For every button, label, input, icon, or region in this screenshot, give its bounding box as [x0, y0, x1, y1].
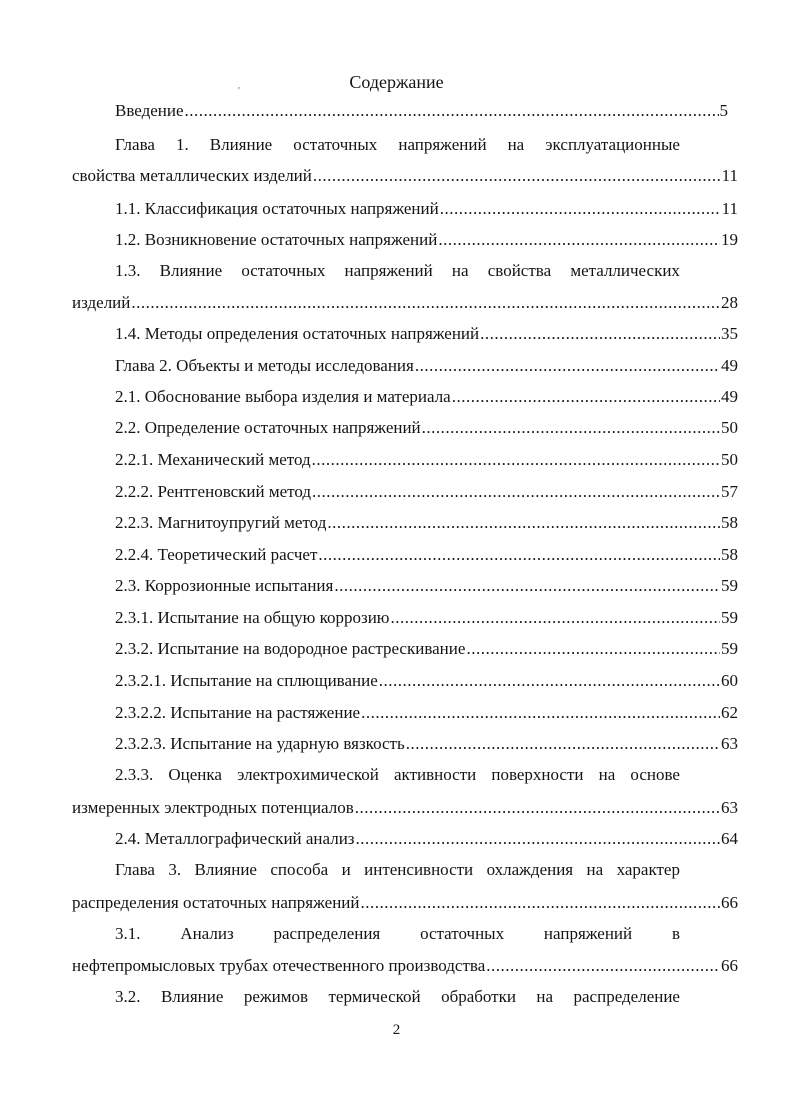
toc-word: 2.3.3. [115, 765, 154, 784]
toc-word: электрохимической [237, 765, 379, 784]
toc-entry-title: 1.1. Классификация остаточных напряжений [115, 199, 439, 218]
toc-leader-dots [379, 670, 720, 692]
toc-word: Влияние [159, 261, 223, 280]
toc-entry-title: 1.4. Методы определения остаточных напряжений [115, 324, 480, 343]
toc-word: металлических [570, 261, 680, 280]
toc-entry-title: свойства металлических изделий [72, 166, 312, 185]
toc-entry-title: 2.1. Обоснование выбора изделия и материала [115, 387, 451, 406]
toc-leader-dots [415, 355, 720, 377]
toc-word: остаточных [293, 135, 378, 154]
toc-word: способа [270, 860, 329, 879]
toc-entry-page: 50 [721, 450, 738, 469]
toc-word: на [536, 987, 554, 1006]
toc-word: термической [328, 987, 421, 1006]
toc-entry-page: 49 [721, 356, 738, 375]
toc-entry-title: 2.2.3. Магнитоупругий метод [115, 513, 327, 532]
toc-entry [72, 797, 738, 819]
toc-entry-page: 35 [721, 324, 738, 343]
toc-entry [115, 859, 680, 881]
toc-word: свойства [487, 261, 552, 280]
toc-entry [115, 323, 738, 345]
toc-word: 3.2. [115, 987, 141, 1006]
toc-word: интенсивности [364, 860, 474, 879]
toc-word: 3.1. [115, 924, 141, 943]
toc-word: Глава [115, 135, 155, 154]
toc-word: Влияние [194, 860, 257, 879]
toc-word: на [507, 135, 525, 154]
toc-leader-dots [185, 100, 719, 122]
toc-word: напряжений [398, 135, 487, 154]
toc-entry-title: 2.3.2. Испытание на водородное растрескивание [115, 639, 466, 658]
toc-entry-page: 11 [721, 199, 738, 218]
toc-entry-title: 2.3.2.2. Испытание на растяжение [115, 703, 361, 722]
toc-leader-dots [327, 512, 720, 534]
toc-word: на [586, 860, 604, 879]
toc-leader-dots [312, 449, 720, 471]
toc-word: 3. [168, 860, 182, 879]
toc-entry [115, 733, 738, 755]
toc-entry-page: 66 [721, 893, 738, 912]
toc-word: остаточных [420, 924, 505, 943]
toc-entry [115, 100, 728, 122]
toc-entry [115, 764, 680, 786]
toc-entry [115, 260, 680, 282]
toc-leader-dots [391, 607, 720, 629]
toc-entry-page: 66 [721, 956, 738, 975]
toc-entry-page: 64 [721, 829, 738, 848]
toc-entry [115, 417, 738, 439]
toc-word: 1. [175, 135, 189, 154]
toc-entry [115, 134, 680, 156]
toc-entry-page: 28 [721, 293, 738, 312]
toc-entry [115, 355, 738, 377]
toc-entry-page: 58 [721, 545, 738, 564]
toc-word: эксплуатационные [545, 135, 680, 154]
toc-entry [72, 955, 738, 977]
toc-entry-title: 2.2.1. Механический метод [115, 450, 311, 469]
toc-word: Влияние [209, 135, 273, 154]
toc-entry [115, 512, 738, 534]
toc-entry-title: 2.2. Определение остаточных напряжений [115, 418, 421, 437]
toc-word: на [598, 765, 616, 784]
toc-word: охлаждения [486, 860, 574, 879]
toc-leader-dots [422, 417, 720, 439]
stray-mark: ' [238, 86, 240, 97]
toc-entry-page: 50 [721, 418, 738, 437]
toc-entry [115, 481, 738, 503]
toc-entry [72, 165, 738, 187]
toc-word: распределение [573, 987, 680, 1006]
toc-leader-dots [318, 544, 720, 566]
toc-entry [115, 986, 680, 1008]
toc-entry [72, 292, 738, 314]
toc-entry [115, 702, 738, 724]
page-title: Содержание [349, 72, 444, 92]
toc-word: активности [393, 765, 477, 784]
toc-entry-title: измеренных электродных потенциалов [72, 798, 354, 817]
toc-word: Оценка [168, 765, 222, 784]
toc-entry-page: 59 [721, 576, 738, 595]
toc-entry-page: 5 [719, 101, 728, 120]
toc-entry-page: 63 [721, 798, 738, 817]
toc-entry-page: 49 [721, 387, 738, 406]
toc-word: распределения [273, 924, 381, 943]
toc-entry [115, 198, 738, 220]
toc-entry [115, 670, 738, 692]
toc-entry-title: 1.2. Возникновение остаточных напряжений [115, 230, 438, 249]
toc-leader-dots [334, 575, 720, 597]
toc-entry-title: Глава 2. Объекты и методы исследования [115, 356, 414, 375]
toc-leader-dots [131, 292, 720, 314]
toc-entry [115, 923, 680, 945]
toc-entry [115, 449, 738, 471]
toc-word: напряжений [543, 924, 633, 943]
toc-leader-dots [440, 198, 721, 220]
toc-entry [115, 544, 738, 566]
toc-entry-title: 2.2.4. Теоретический расчет [115, 545, 318, 564]
toc-entry-title: 2.2.2. Рентгеновский метод [115, 482, 312, 501]
toc-entry-page: 57 [721, 482, 738, 501]
toc-leader-dots [313, 165, 721, 187]
toc-leader-dots [312, 481, 720, 503]
toc-leader-dots [361, 702, 720, 724]
toc-word: напряжений [344, 261, 433, 280]
toc-word: характер [616, 860, 680, 879]
toc-entry-title: 2.4. Металлографический анализ [115, 829, 355, 848]
toc-word: Влияние [160, 987, 224, 1006]
toc-word: и [341, 860, 351, 879]
toc-entry [115, 828, 738, 850]
page-number: 2 [392, 1022, 401, 1038]
toc-word: основе [630, 765, 680, 784]
toc-entry-page: 63 [721, 734, 738, 753]
toc-entry-page: 59 [721, 608, 738, 627]
toc-entry [115, 229, 738, 251]
toc-entry-page: 19 [721, 230, 738, 249]
toc-leader-dots [452, 386, 720, 408]
toc-word: Глава [115, 860, 155, 879]
toc-entry-title: 2.3.2.3. Испытание на ударную вязкость [115, 734, 405, 753]
toc-entry-title: изделий [72, 293, 131, 312]
toc-word: в [671, 924, 680, 943]
toc-entry-title: распределения остаточных напряжений [72, 893, 360, 912]
toc-entry-title: 2.3. Коррозионные испытания [115, 576, 334, 595]
toc-word: остаточных [241, 261, 326, 280]
toc-entry [115, 575, 738, 597]
toc-word: 1.3. [115, 261, 141, 280]
toc-entry-page: 62 [721, 703, 738, 722]
toc-entry-title: 2.3.2.1. Испытание на сплющивание [115, 671, 378, 690]
toc-entry-title: Введение [115, 101, 184, 120]
toc-entry-page: 58 [721, 513, 738, 532]
toc-word: режимов [243, 987, 309, 1006]
toc-entry-page: 59 [721, 639, 738, 658]
toc-word: обработки [441, 987, 516, 1006]
toc-leader-dots [438, 229, 720, 251]
toc-word: на [451, 261, 469, 280]
toc-entry [115, 607, 738, 629]
toc-word: поверхности [491, 765, 584, 784]
toc-leader-dots [356, 828, 720, 850]
toc-entry [115, 638, 738, 660]
toc-leader-dots [355, 797, 720, 819]
toc-leader-dots [486, 955, 720, 977]
toc-leader-dots [480, 323, 720, 345]
toc-leader-dots [406, 733, 720, 755]
toc-entry-title: нефтепромысловых трубах отечественного производства [72, 956, 486, 975]
toc-entry [72, 892, 738, 914]
toc-leader-dots [466, 638, 720, 660]
toc-word: Анализ [180, 924, 234, 943]
toc-entry-title: 2.3.1. Испытание на общую коррозию [115, 608, 390, 627]
toc-entry-page: 60 [721, 671, 738, 690]
toc-entry [115, 386, 738, 408]
toc-leader-dots [361, 892, 721, 914]
toc-entry-page: 11 [721, 166, 738, 185]
